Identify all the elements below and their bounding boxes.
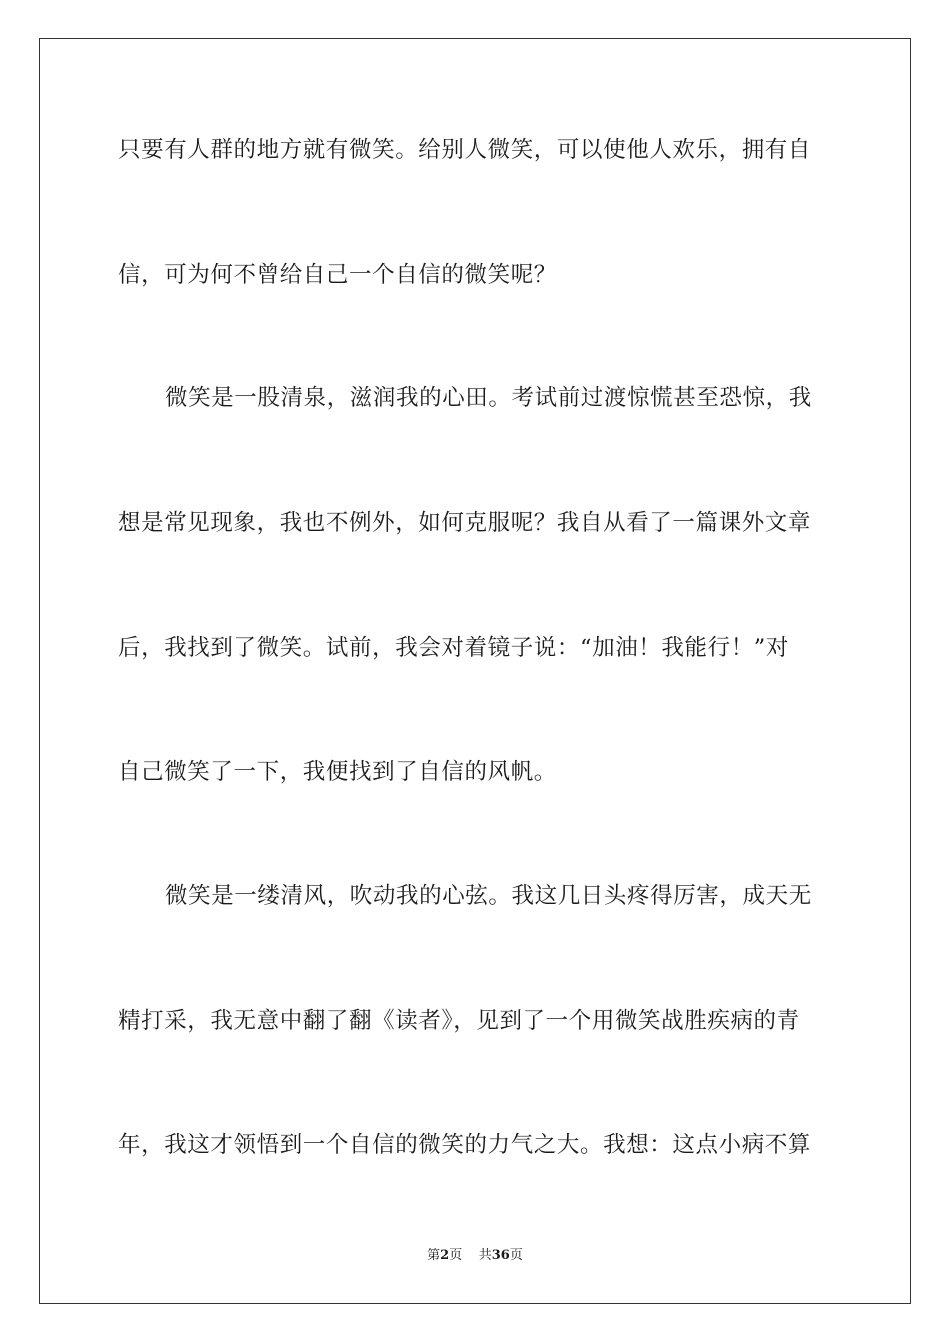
page-number: 2 bbox=[440, 1248, 450, 1263]
total-pages: 36 bbox=[491, 1248, 510, 1263]
text-line: 后，我找到了微笑。试前，我会对着镜子说：“加油！我能行！”对 bbox=[118, 635, 790, 661]
text-line: 只要有人群的地方就有微笑。给别人微笑，可以使他人欢乐，拥有自 bbox=[118, 137, 812, 163]
text-line: 精打采，我无意中翻了翻《读者》，见到了一个用微笑战胜疾病的青 bbox=[118, 1008, 800, 1034]
page-footer bbox=[0, 1247, 950, 1265]
text-line: 年，我这才领悟到一个自信的微笑的力气之大。我想：这点小病不算 bbox=[118, 1132, 812, 1158]
text-line: 想是常见现象，我也不例外，如何克服呢？我自从看了一篇课外文章 bbox=[118, 510, 812, 536]
page-suffix: 页 bbox=[449, 1248, 463, 1263]
text-line: 信，可为何不曾给自己一个自信的微笑呢？ bbox=[118, 262, 557, 288]
text-line: 自己微笑了一下，我便找到了自信的风帆。 bbox=[118, 759, 557, 785]
total-suffix: 页 bbox=[509, 1248, 523, 1263]
paragraph-start-line: 微笑是一缕清风，吹动我的心弦。我这几日头疼得厉害，成天无 bbox=[165, 883, 812, 909]
page-prefix: 第 bbox=[427, 1248, 441, 1263]
total-prefix: 共 bbox=[478, 1248, 492, 1263]
paragraph-start-line: 微笑是一股清泉，滋润我的心田。考试前过渡惊慌甚至恐惊，我 bbox=[165, 385, 812, 411]
page-border bbox=[39, 38, 911, 1304]
